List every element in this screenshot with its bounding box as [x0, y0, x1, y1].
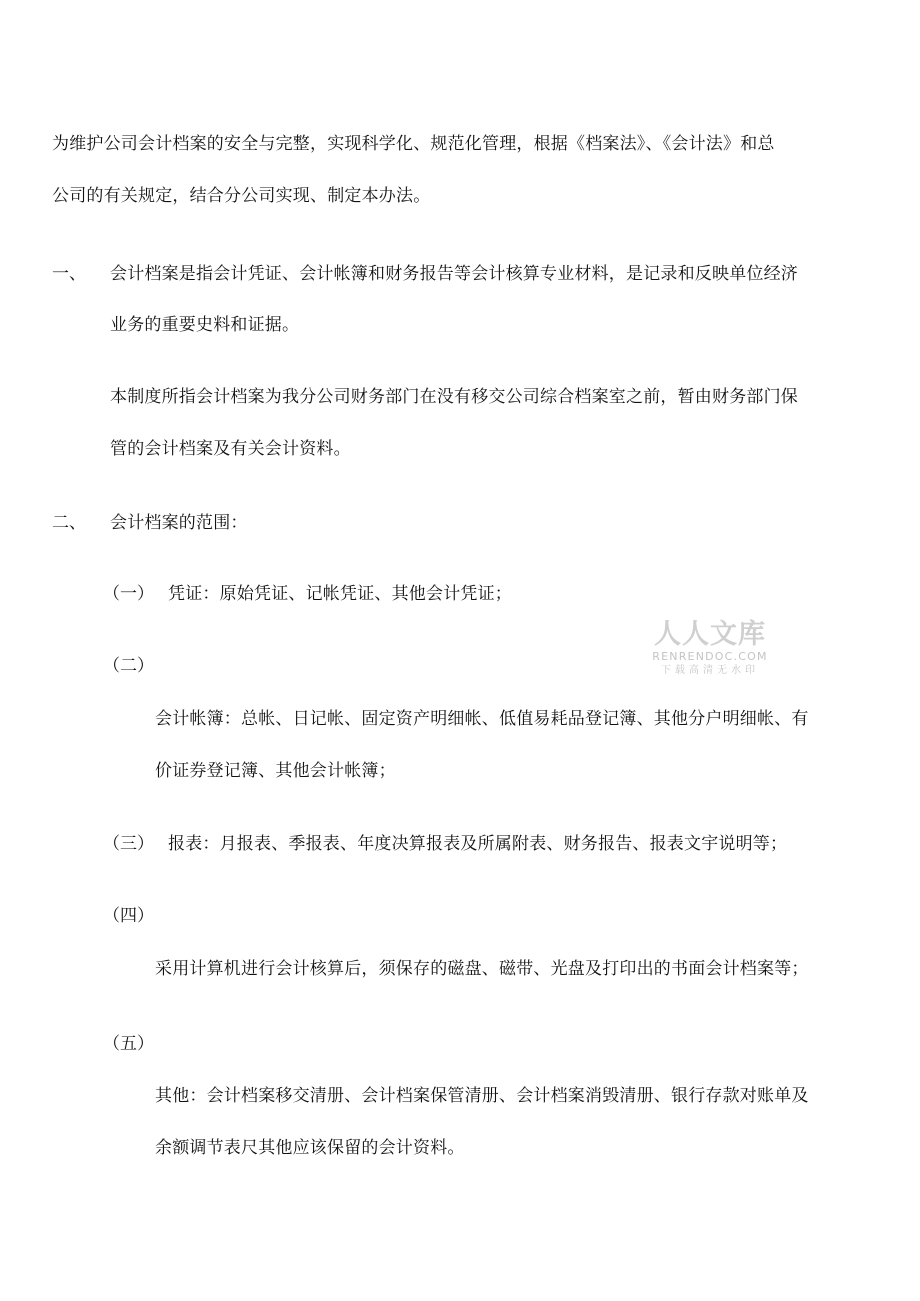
intro-line-1: 为维护公司会计档案的安全与完整，实现科学化、规范化管理，根据《档案法》、《会计法》和总	[52, 134, 775, 154]
section-1-para2-line-2: 管的会计档案及有关会计资料。	[110, 439, 351, 459]
watermark-title: 人人文库	[654, 619, 766, 650]
item-5-line-1: 其他：会计档案移交清册、会计档案保管清册、会计档案消毁清册、银行存款对账单及	[155, 1086, 809, 1106]
item-5-number: （五）	[103, 1034, 154, 1054]
watermark-url: RENRENDOC.COM	[652, 650, 768, 663]
section-2-title: 会计档案的范围：	[110, 513, 248, 533]
section-1-line-1: 会计档案是指会计凭证、会计帐簿和财务报告等会计核算专业材料，是记录和反映单位经济	[110, 264, 798, 284]
item-2-line-2: 价证券登记簿、其他会计帐簿；	[155, 761, 396, 781]
section-1-line-2: 业务的重要史料和证据。	[110, 315, 300, 335]
item-1-line-1: 凭证：原始凭证、记帐凭证、其他会计凭证；	[168, 584, 512, 604]
item-4-number: （四）	[103, 906, 154, 926]
section-1-para2-line-1: 本制度所指会计档案为我分公司财务部门在没有移交公司综合档案室之前，暂由财务部门保	[110, 387, 798, 407]
section-2-number: 二、	[52, 513, 86, 533]
item-1-number: （一）	[103, 584, 154, 604]
item-3-line-1: 报表：月报表、季报表、年度决算报表及所属附表、财务报告、报表文宇说明等；	[168, 834, 788, 854]
watermark-subtitle: 下载高清无水印	[661, 665, 759, 676]
item-3-number: （三）	[103, 834, 154, 854]
item-2-number: （二）	[103, 656, 154, 676]
intro-line-2: 公司的有关规定，结合分公司实现、制定本办法。	[52, 186, 431, 206]
section-1-number: 一、	[52, 264, 86, 284]
item-5-line-2: 余额调节表尺其他应该保留的会计资料。	[155, 1138, 465, 1158]
item-2-line-1: 会计帐簿：总帐、日记帐、固定资产明细帐、低值易耗品登记簿、其他分户明细帐、有	[155, 709, 809, 729]
watermark-logo	[645, 620, 775, 677]
item-4-line-1: 采用计算机进行会计核算后，须保存的磁盘、磁带、光盘及打印出的书面会计档案等；	[155, 959, 809, 979]
